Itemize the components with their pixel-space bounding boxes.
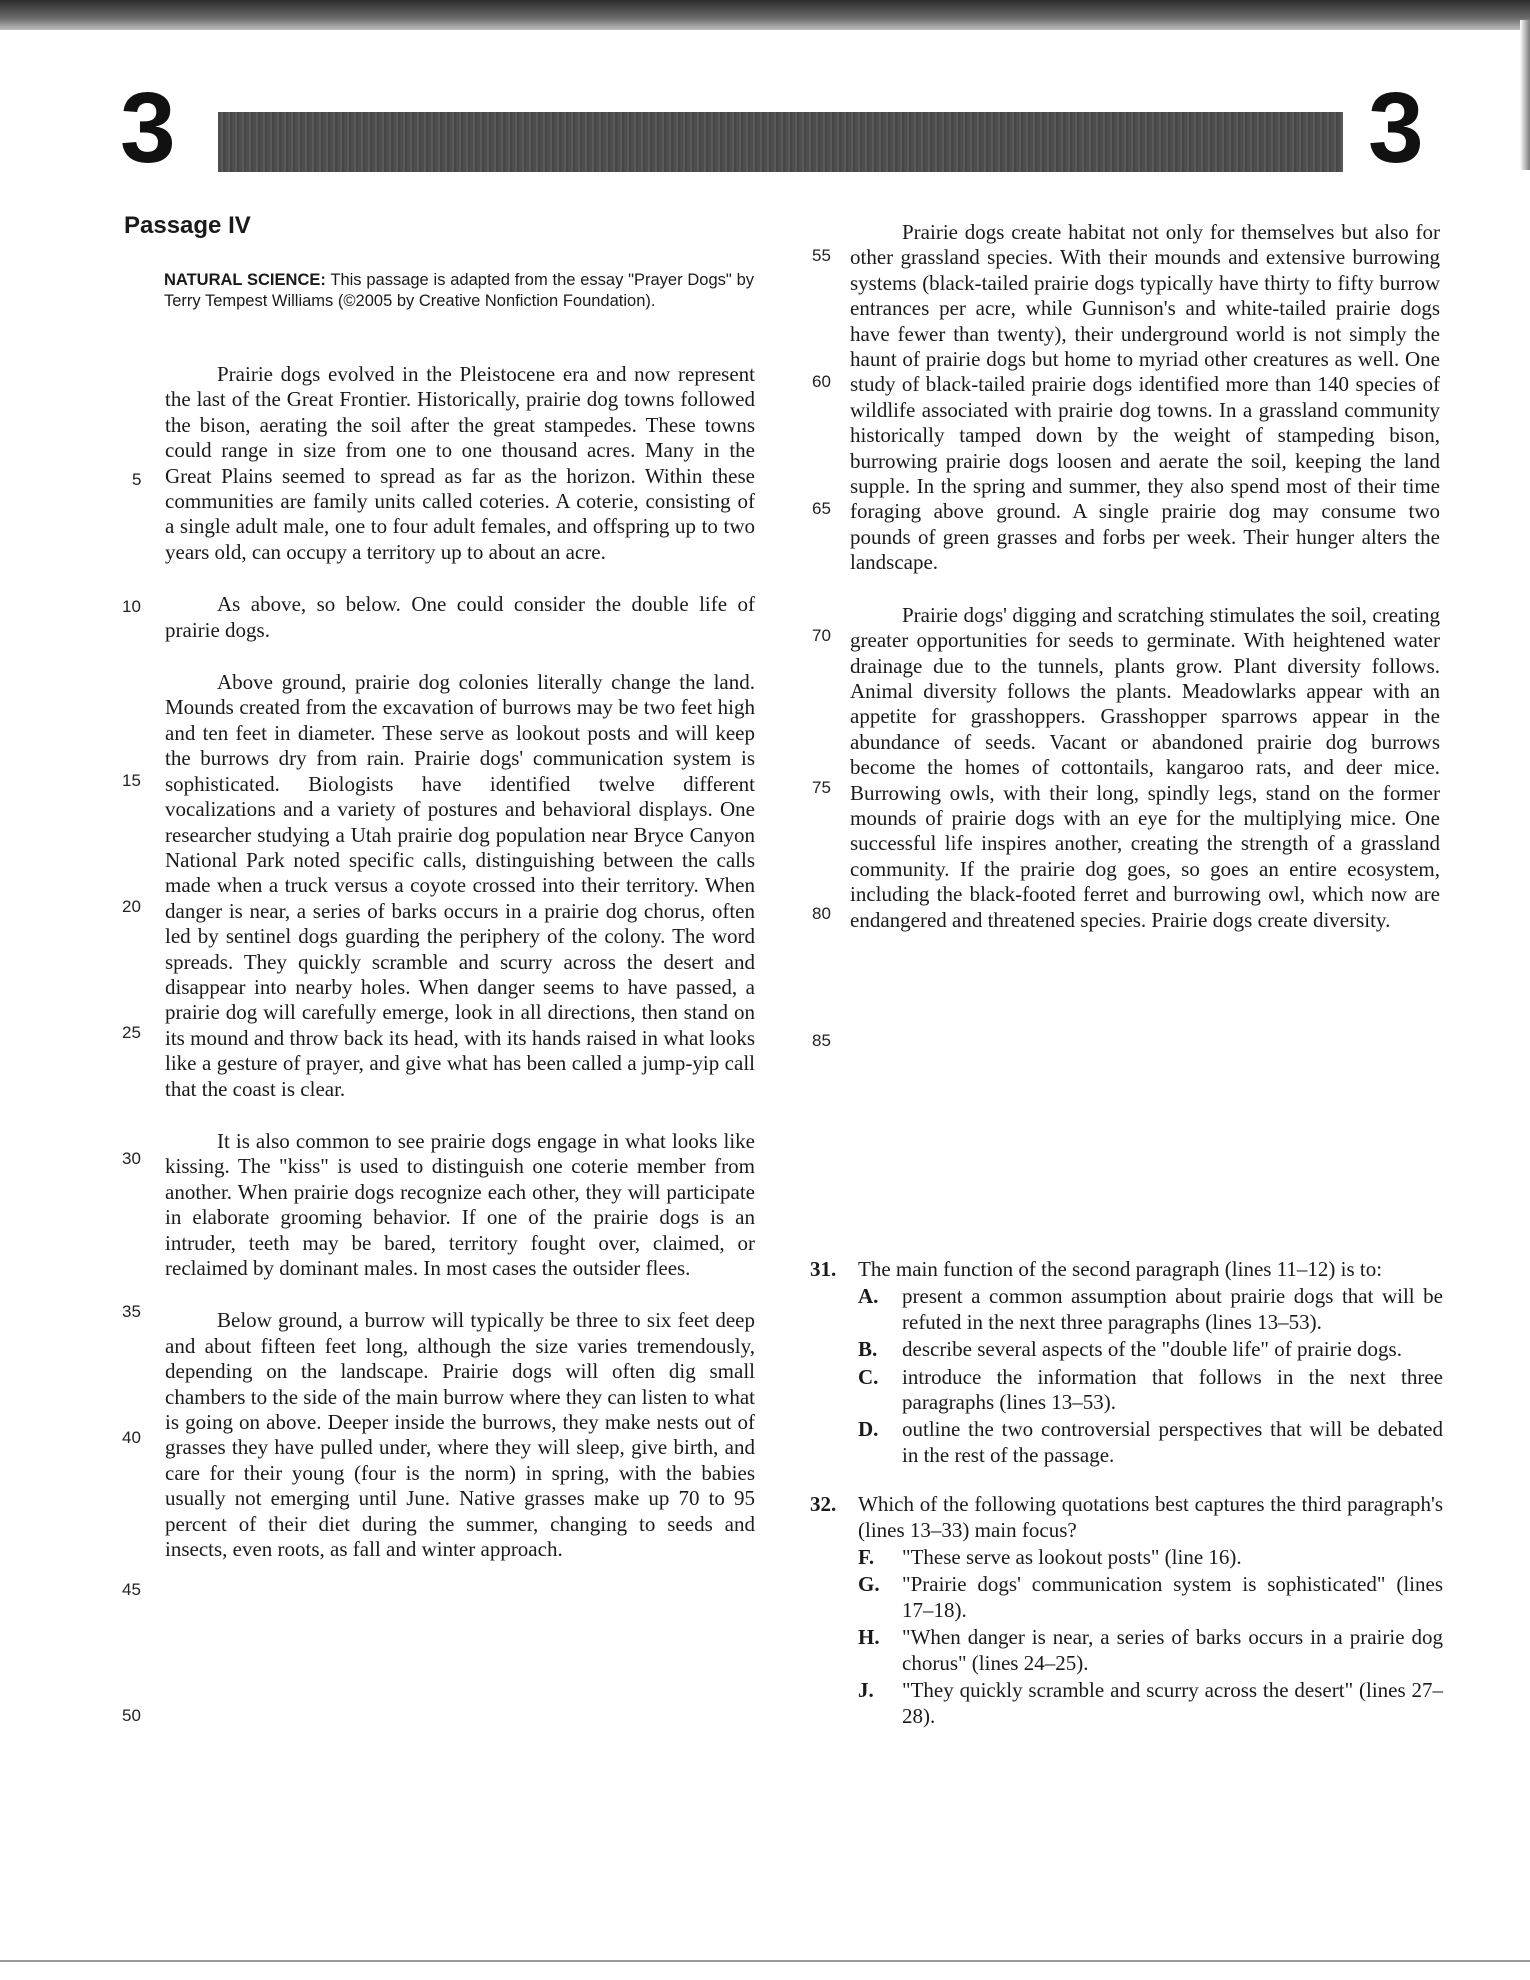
- line-number: 30: [122, 1149, 141, 1168]
- passage-label: Passage IV: [124, 212, 251, 239]
- option-letter: A.: [858, 1284, 879, 1309]
- question-number: 31.: [810, 1257, 837, 1281]
- scan-shadow-edge: [1520, 20, 1530, 170]
- question-number: 32.: [810, 1492, 837, 1517]
- option-text: "They quickly scramble and scurry across the desert" (lines 27–28).: [902, 1678, 1443, 1728]
- line-number: 5: [132, 470, 142, 489]
- passage-paragraph: Prairie dogs' digging and scratching stimulates the soil, creating greater opportunities for seeds to germinate. With heightened water drainage due to the tunnels, plants grow. Plant diversity follows. Animal diversity follows the plants. Meadowlarks appear with an appetite for grasshoppers. Grasshopper sparrows appear in the abundance of seeds. Vacant or abandoned prairie dog burrows become the homes of cottontails, kangaroo rats, and deer mice. Burrowing owls, with their long, spindly legs, stand on the former mounds of prairie dogs with an eye for the multiplying mice. One successful life inspires another, creating the strength of a grassland community. If the prairie dog goes, so goes an entire ecosystem, including the black-footed ferret and burrowing owl, which now are endangered and threatened species. Prairie dogs create diversity.: [850, 602, 1440, 932]
- line-number: 50: [122, 1706, 141, 1725]
- line-number: 20: [122, 897, 141, 916]
- section-header-bar: [218, 112, 1343, 172]
- line-number: 70: [812, 626, 831, 645]
- passage-paragraph: Below ground, a burrow will typically be three to six feet deep and about fifteen feet long, although the size varies tremendously, depending on the landscape. Prairie dogs will often dig small chambers to the side of the main burrow where they can listen to what is going on above. Deeper inside the burrows, they make nests out of grasses they have pulled under, where they will sleep, give birth, and care for their young (four is the norm) in spring, with the babies usually not emerging until June. Native grasses make up 70 to 95 percent of their diet during the summer, changing to seeds and insects, even roots, as fall and winter approach.: [165, 1308, 755, 1562]
- question-list: [810, 1257, 1443, 1753]
- option-letter: B.: [858, 1337, 878, 1362]
- answer-option-b[interactable]: [858, 1337, 1443, 1362]
- passage-paragraph: Prairie dogs create habitat not only for themselves but also for other grassland species. With their mounds and extensive burrowing systems (black-tailed prairie dogs typically have thirty to fifty burrow entrances per acre, while Gunnison's and white-tailed prairie dogs have fewer than twenty), their underground world is not simply the haunt of prairie dogs but home to myriad other creatures as well. One study of black-tailed prairie dogs identified more than 140 species of wildlife associated with prairie dog towns. In a grassland community historically tamped down by the weight of stampeding bison, burrowing prairie dogs loosen and aerate the soil, keeping the land supple. In the spring and summer, they also spend most of their time foraging above ground. A single prairie dog may consume two pounds of green grasses and forbs per week. Their hunger alters the landscape.: [850, 220, 1440, 575]
- intro-text: This passage is adapted from the essay "Prayer Dogs" by Terry Tempest Williams (©2005 by Creative Nonfiction Foundation).: [164, 271, 754, 310]
- line-number: 60: [812, 372, 831, 391]
- line-number: 75: [812, 778, 831, 797]
- question-32: [810, 1492, 1443, 1729]
- answer-option-c[interactable]: [858, 1365, 1443, 1416]
- option-text: describe several aspects of the "double life" of prairie dogs.: [902, 1337, 1402, 1362]
- page-bottom-rule: [0, 1960, 1530, 1962]
- line-number: 85: [812, 1031, 831, 1050]
- option-text: "When danger is near, a series of barks occurs in a prairie dog chorus" (lines 24–25).: [902, 1625, 1443, 1675]
- passage-paragraph: As above, so below. One could consider the double life of prairie dogs.: [165, 592, 755, 642]
- answer-option-j[interactable]: [858, 1678, 1443, 1729]
- line-number: 25: [122, 1023, 141, 1042]
- question-31: [810, 1257, 1443, 1468]
- passage-paragraph: Above ground, prairie dog colonies literally change the land. Mounds created from the excavation of burrows may be two feet high and ten feet in diameter. These serve as lookout posts and will keep the burrows dry from rain. Prairie dogs' communication system is sophisticated. Biologists have identified twelve different vocalizations and a variety of postures and behavioral displays. One researcher studying a Utah prairie dog population near Bryce Canyon National Park noted specific calls, distinguishing between the calls made when a truck versus a coyote crossed into their territory. When danger is near, a series of barks occurs in a prairie dog chorus, often led by sentinel dogs guarding the periphery of the colony. The word spreads. They quickly scramble and scurry across the desert and disappear into nearby holes. When danger seems to have passed, a prairie dog will carefully emerge, look in all directions, then stand on its mound and throw back its head, with its hands raised in what looks like a gesture of prayer, and give what has been called a jump-yip call that the coast is clear.: [165, 670, 755, 1101]
- section-number-left: 3: [120, 72, 176, 184]
- option-text: outline the two controversial perspectives that will be debated in the rest of the passage.: [902, 1417, 1443, 1467]
- option-text: "These serve as lookout posts" (line 16).: [902, 1545, 1242, 1570]
- passage-column-left: [165, 362, 755, 1589]
- line-number: 80: [812, 904, 831, 923]
- option-letter: F.: [858, 1545, 875, 1570]
- line-number: 45: [122, 1580, 141, 1599]
- question-stem: Which of the following quotations best captures the third paragraph's (lines 13–33) main focus?: [858, 1492, 1443, 1542]
- answer-option-f[interactable]: [858, 1545, 1443, 1570]
- line-number: 10: [122, 597, 141, 616]
- option-letter: H.: [858, 1625, 880, 1650]
- option-letter: D.: [858, 1417, 879, 1442]
- option-letter: G.: [858, 1572, 880, 1597]
- option-text: "Prairie dogs' communication system is sophisticated" (lines 17–18).: [902, 1572, 1443, 1622]
- answer-option-g[interactable]: [858, 1572, 1443, 1623]
- intro-subject: NATURAL SCIENCE:: [164, 271, 326, 289]
- line-number: 55: [812, 246, 831, 265]
- line-number: 15: [122, 771, 141, 790]
- passage-column-right: [850, 220, 1440, 960]
- passage-intro: [164, 270, 754, 312]
- line-number: 65: [812, 499, 831, 518]
- line-number: 35: [122, 1302, 141, 1321]
- section-number-right: 3: [1368, 72, 1424, 184]
- question-stem: The main function of the second paragraph (lines 11–12) is to:: [858, 1257, 1383, 1281]
- answer-option-h[interactable]: [858, 1625, 1443, 1676]
- scan-shadow-top: [0, 0, 1530, 30]
- answer-option-a[interactable]: [858, 1284, 1443, 1335]
- option-letter: C.: [858, 1364, 879, 1389]
- option-text: present a common assumption about prairie dogs that will be refuted in the next three paragraphs (lines 13–53).: [902, 1284, 1443, 1334]
- line-number: 40: [122, 1428, 141, 1447]
- option-letter: J.: [858, 1678, 874, 1703]
- option-text: introduce the information that follows in the next three paragraphs (lines 13–53).: [902, 1364, 1443, 1415]
- answer-option-d[interactable]: [858, 1417, 1443, 1468]
- passage-paragraph: It is also common to see prairie dogs engage in what looks like kissing. The "kiss" is used to distinguish one coterie member from another. When prairie dogs recognize each other, they will participate in elaborate grooming behavior. If one of the prairie dogs is an intruder, teeth may be bared, territory fought over, claimed, or reclaimed by dominant males. In most cases the outsider flees.: [165, 1128, 755, 1280]
- passage-paragraph: Prairie dogs evolved in the Pleistocene era and now represent the last of the Great Frontier. Historically, prairie dog towns followed the bison, aerating the soil after the great stampedes. These towns could range in size from one to one thousand acres. Many in the Great Plains seemed to spread as far as the horizon. Within these communities are family units called coteries. A coterie, consisting of a single adult male, one to four adult females, and offspring up to two years old, can occupy a territory up to about an acre.: [165, 362, 755, 564]
